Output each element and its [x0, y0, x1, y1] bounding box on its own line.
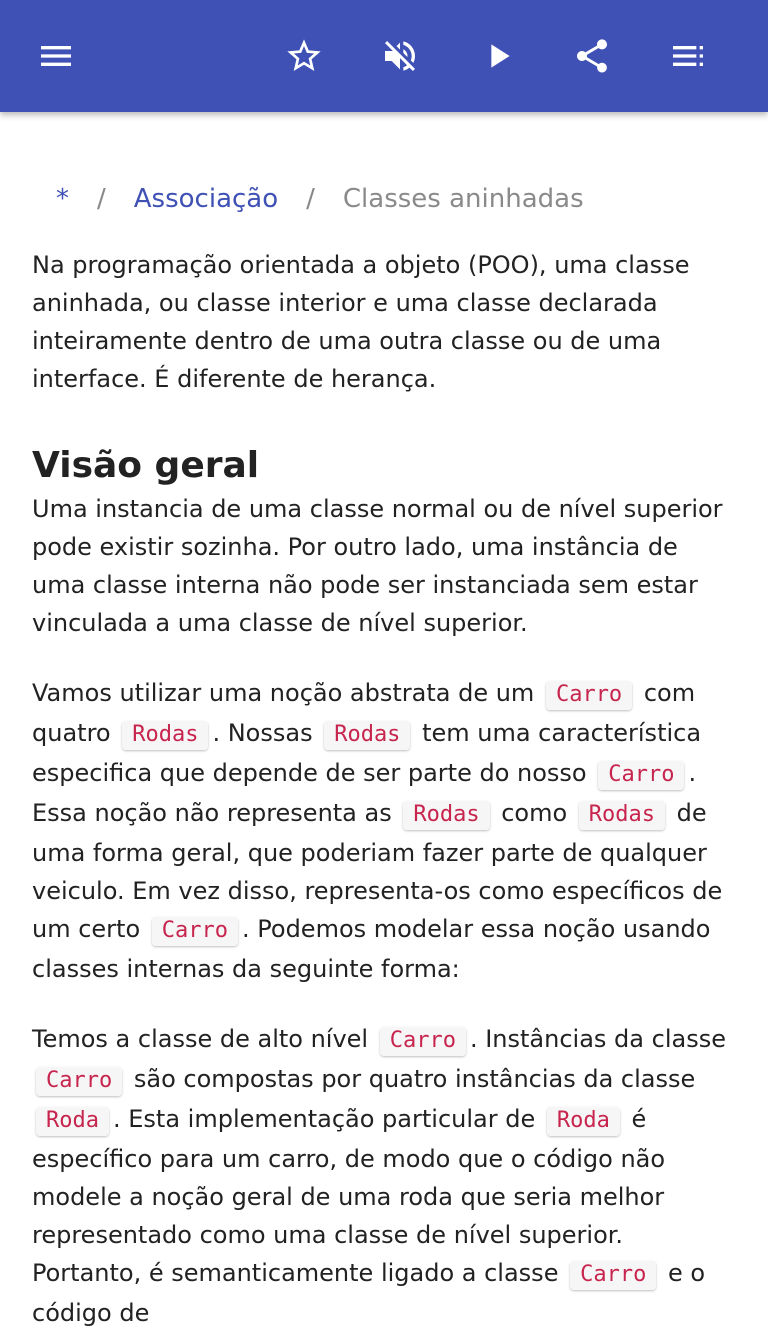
code-snippet: Rodas	[403, 801, 489, 830]
app-bar	[0, 0, 768, 112]
playlist-icon	[668, 36, 708, 76]
code-snippet: Carro	[36, 1067, 122, 1096]
code-snippet: Rodas	[122, 721, 208, 750]
mute-button[interactable]	[368, 24, 432, 88]
breadcrumb	[32, 182, 736, 216]
play-button[interactable]	[466, 24, 530, 88]
code-snippet: Carro	[380, 1027, 466, 1056]
overview-paragraph: Uma instancia de uma classe normal ou de nível superior pode existir sozinha. Por outro lado, uma instância de uma classe interna não pode ser instanciada sem estar vinculada a uma classe de nível superior.	[32, 495, 723, 637]
contents-button[interactable]	[656, 24, 720, 88]
breadcrumb-current: Classes aninhadas	[342, 184, 584, 214]
code-snippet: Carro	[598, 761, 684, 790]
code-snippet: Rodas	[579, 801, 665, 830]
breadcrumb-parent-link[interactable]: Associação	[133, 184, 279, 214]
play-icon	[478, 36, 518, 76]
volume-off-icon	[380, 36, 420, 76]
breadcrumb-separator: /	[97, 184, 106, 214]
intro-paragraph: Na programação orientada a objeto (POO), uma classe aninhada, ou classe interior e uma classe declarada inteiramente dentro de uma outra classe ou de uma interface. É diferente de herança.	[32, 251, 690, 393]
section-heading: Visão geral	[32, 445, 260, 486]
menu-icon	[36, 36, 76, 76]
breadcrumb-separator: /	[306, 184, 315, 214]
bookmark-button[interactable]	[272, 24, 336, 88]
star-outline-icon	[284, 36, 324, 76]
article	[32, 112, 736, 1332]
breadcrumb-home-link[interactable]: *	[56, 184, 69, 214]
code-snippet: Carro	[570, 1261, 656, 1290]
menu-button[interactable]	[24, 24, 88, 88]
code-snippet: Roda	[36, 1107, 109, 1136]
example-paragraph: Vamos utilizar uma noção abstrata de um Carro com quatro Rodas . Nossas Rodas tem uma característica especifica que depende de ser parte do nosso Carro . Essa noção não representa as Rodas como Rodas de uma forma geral, que poderiam fazer parte de qualquer veiculo. Em vez disso, representa-os como específicos de um certo Carro . Podemos modelar essa noção usando classes internas da seguinte forma:	[32, 679, 723, 983]
implementation-paragraph: Temos a classe de alto nível Carro . Instâncias da classe Carro são compostas por quatro instâncias da classe Roda . Esta implementação particular de Roda é específico para um carro, de modo que o código não modele a noção geral de uma roda que seria melhor representado como uma classe de nível superior. Portanto, é semanticamente ligado a classe Carro e o código de	[32, 1025, 726, 1327]
code-snippet: Carro	[152, 917, 238, 946]
code-snippet: Roda	[547, 1107, 620, 1136]
code-snippet: Carro	[546, 681, 632, 710]
code-snippet: Rodas	[324, 721, 410, 750]
share-icon	[572, 36, 612, 76]
share-button[interactable]	[560, 24, 624, 88]
